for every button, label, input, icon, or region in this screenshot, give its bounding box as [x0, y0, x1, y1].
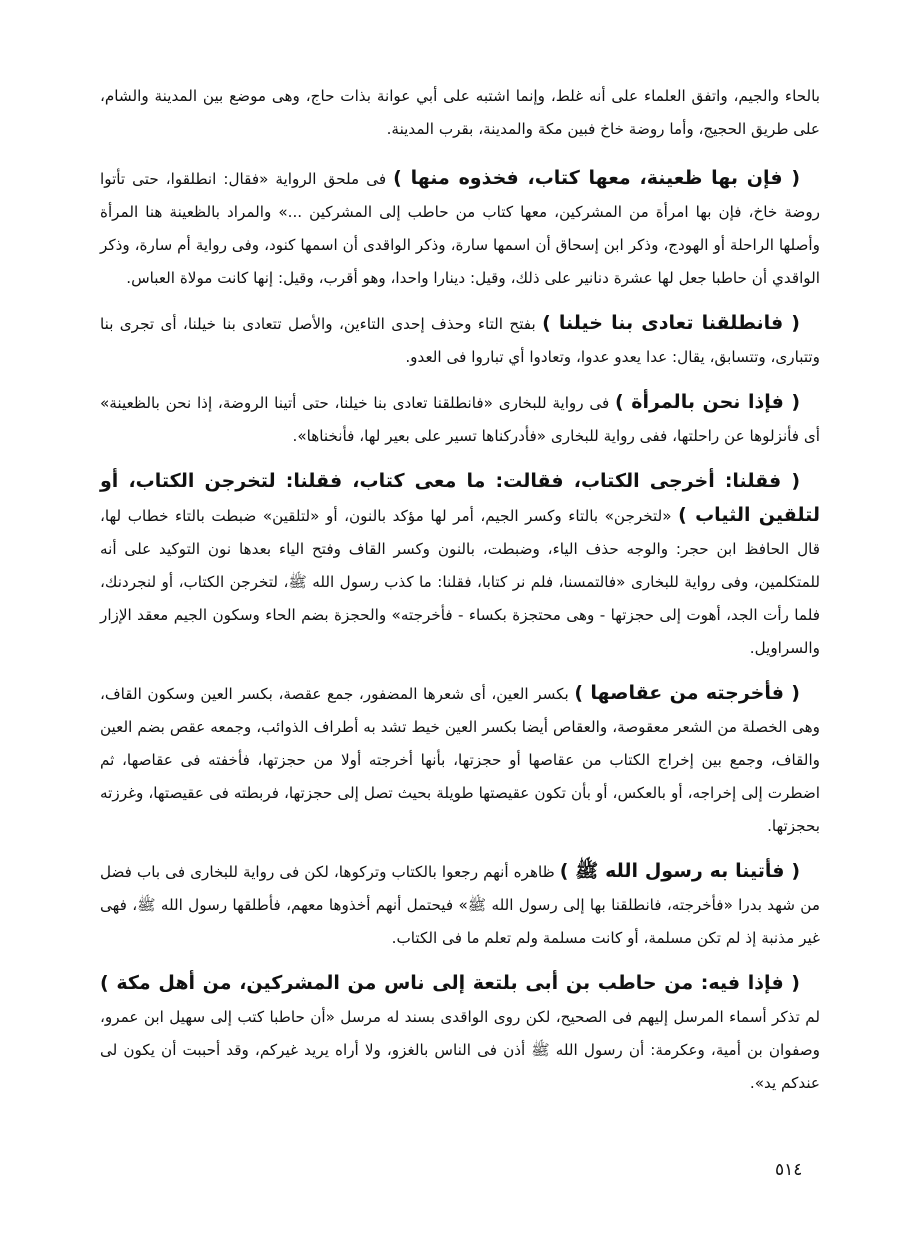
hadith-lemma: ( فإذا فيه: من حاطب بن أبى بلتعة إلى ناس من المشركين، من أهل مكة ) [100, 972, 800, 994]
hadith-lemma: ( فإن بها ظعينة، معها كتاب، فخذوه منها ) [393, 167, 801, 189]
document-page-body [100, 80, 820, 1112]
paragraph-text: بالحاء والجيم، واتفق العلماء على أنه غلط، وإنما اشتبه على أبي عوانة بذات حاج، وهى موضع بين المدينة والشام، على طريق الحجيج، وأما روضة خاخ فبين مكة والمدينة، بقرب المدينة. [100, 87, 820, 138]
paragraph-text: بفتح التاء وحذف إحدى التاءين، والأصل تتعادى بنا خيلنا، أى تجرى بنا وتتبارى، وتتسابق، يقال: عدا يعدو عدوا، وتعادوا أي تباروا فى العدو. [100, 315, 820, 366]
hadith-lemma: ( فإذا نحن بالمرأة ) [615, 391, 801, 413]
paragraph-commentary [100, 386, 820, 453]
paragraph-text: «لتخرجن» بالتاء وكسر الجيم، أمر لها مؤكد بالنون، أو «لتلقين» ضبطت بالتاء خطاب لها، قال الحافظ ابن حجر: والوجه حذف الياء، وضبطت، بالنون وكسر القاف وفتح الياء بعدها نون التوكيد على أنه للمتكلمين، وفى رواية للبخارى «فالتمسنا، فلم نر كتابا، فقلنا: ما كذب رسول الله ﷺ، لتخرجن الكتاب، أو لنجردنك، فلما رأت الجد، أهوت إلى حجزتها - وهى محتجزة بكساء - فأخرجته» والحجزة بضم الحاء وسكون الجيم معقد الإزار والسراويل. [100, 507, 820, 657]
paragraph-commentary [100, 855, 820, 955]
paragraph-text: فى رواية للبخارى «فانطلقنا تعادى بنا خيلنا، حتى أتينا الروضة، إذا نحن بالظعينة» أى فأنزلوها عن راحلتها، ففى رواية للبخارى «فأدركناها تسير على بعير لها، فأنخناها». [100, 394, 820, 445]
paragraph-text: فى ملحق الرواية «فقال: انطلقوا، حتى تأتوا روضة خاخ، فإن بها امرأة من المشركين، معها كتاب من حاطب إلى المشركين ...» والمراد بالظعينة هنا المرأة وأصلها الراحلة أو الهودج، وذكر ابن إسحاق أن اسمها سارة، وذكر الواقدى أن اسمها كنود، وفى رواية أم سارة، وذكر الواقدي أن حاطبا جعل لها عشرة دنانير على ذلك، وقيل: دينارا واحدا، وهو أقرب، وقيل: إنها كانت مولاة العباس. [100, 170, 820, 287]
paragraph-commentary [100, 967, 820, 1100]
paragraph-text: لم تذكر أسماء المرسل إليهم فى الصحيح، لكن روى الواقدى بسند له مرسل «أن حاطبا كتب إلى سهيل ابن عمرو، وصفوان بن أمية، وعكرمة: أن رسول الله ﷺ أذن فى الناس بالغزو، ولا أراه يريد غيركم، وقد أحببت أن يكون لى عندكم يد». [100, 1008, 820, 1092]
hadith-lemma: ( فانطلقنا تعادى بنا خيلنا ) [542, 312, 800, 334]
paragraph-commentary [100, 307, 820, 374]
paragraph-text: ظاهره أنهم رجعوا بالكتاب وتركوها، لكن فى رواية للبخارى فى باب فضل من شهد بدرا «فأخرجته، فانطلقنا بها إلى رسول الله ﷺ» فيحتمل أنهم أخذوها معهم، فأطلقها رسول الله ﷺ، فهى غير مذنبة إذ لم تكن مسلمة، أو كانت مسلمة ولم تعلم ما فى الكتاب. [100, 863, 820, 947]
paragraph-continuation [100, 80, 820, 146]
hadith-lemma: ( فأتينا به رسول الله ﷺ ) [559, 860, 801, 882]
hadith-lemma: ( فقلنا: أخرجى الكتاب، فقالت: ما معى كتاب، فقلنا: لتخرجن الكتاب، أو لتلقين الثياب ) [100, 470, 820, 526]
paragraph-commentary [100, 465, 820, 665]
paragraph-text: بكسر العين، أى شعرها المضفور، جمع عقصة، بكسر العين وسكون القاف، وهى الخصلة من الشعر معقوصة، والعقاص أيضا بكسر العين خيط تشد به أطراف الذوائب، وجمعه عقص بضم العين والقاف، وجمع بين إخراج الكتاب من عقاصها أو حجزتها، بأنها أخرجته أولا من حجزتها، فأخفته فى عقاصها، ثم اضطرت إلى إخراجه، أو بالعكس، أو بأن تكون عقيصتها طويلة بحيث تصل إلى حجزتها، فربطته فى عقيصتها، وغرزته بحجزتها. [100, 685, 820, 835]
paragraph-commentary [100, 677, 820, 843]
hadith-lemma: ( فأخرجته من عقاصها ) [574, 682, 800, 704]
paragraph-commentary [100, 162, 820, 295]
page-number: ٥١٤ [775, 1160, 803, 1180]
